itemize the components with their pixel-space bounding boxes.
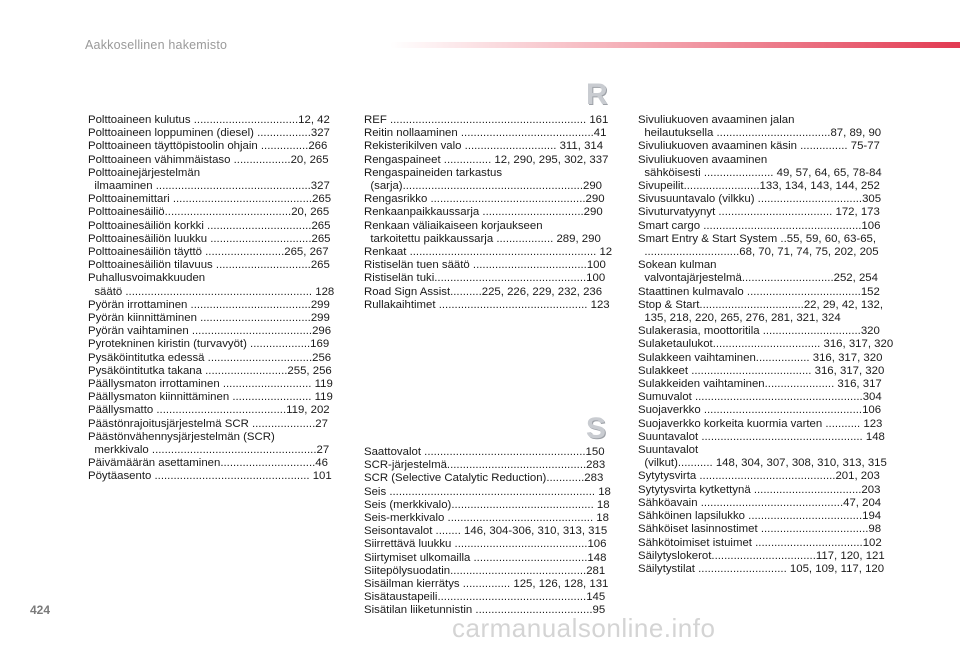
index-entry: [638, 470, 892, 483]
index-entry: [638, 563, 892, 576]
index-entry: [88, 312, 340, 325]
index-entry-text: Pysäköintitutka takana ..........................255, 256: [88, 364, 332, 377]
index-entry: [364, 286, 616, 299]
index-entry-text: Siirrettävä luukku ..........................................106: [364, 538, 607, 551]
index-entry: [88, 378, 340, 391]
index-entry: [88, 404, 340, 417]
index-entry: [88, 233, 340, 246]
index-entry-text: Sivuliukuoven avaaminen: [638, 153, 768, 166]
index-entry: [364, 512, 616, 525]
index-entry: [638, 457, 892, 470]
index-entry: [638, 497, 892, 510]
index-entry-text: Saattovalot ...................................................150: [364, 446, 605, 458]
watermark: carmanualsonline.info: [452, 613, 716, 643]
index-entry: [364, 578, 616, 591]
index-entry-text: Sisäilman kierrätys ............... 125, 126, 128, 131: [364, 578, 609, 591]
index-entry-text: Rekisterikilven valo ............................. 311, 314: [364, 140, 604, 153]
index-column-2-s: [364, 446, 616, 618]
index-entry-text: Renkaanpaikkaussarja ................................290: [364, 206, 603, 219]
index-entry: [88, 391, 340, 404]
index-entry: [88, 457, 340, 470]
index-entry-text: Polttoainesäiliö........................................20, 265: [88, 206, 330, 219]
index-entry-text: Polttoaineen täyttöpistoolin ohjain ...............266: [88, 140, 328, 153]
index-entry-text: Pöytäasento ................................................. 101: [88, 470, 332, 483]
index-entry-text: Pyörän irrottaminen ......................................299: [88, 298, 330, 311]
index-entry-text: Polttoaineen loppuminen (diesel) .................327: [88, 127, 330, 140]
index-entry-text: Seis-merkkivalo .............................................. 18: [364, 512, 609, 525]
index-column-3: [638, 114, 892, 576]
index-entry-text: Sähköiset lasinnostimet ..................................98: [638, 523, 882, 536]
index-entry: [364, 472, 616, 485]
index-entry-text: Sumuvalot .....................................................304: [638, 391, 882, 404]
index-entry-text: Renkaat ........................................................... 12: [364, 246, 613, 259]
index-entry-text: säätö ........................................................... 128: [88, 285, 335, 298]
index-entry: [638, 365, 892, 378]
index-entry-text: Polttoainesäiliön korkki .................................265: [88, 219, 331, 232]
index-entry-text: SCR-järjestelmä............................................283: [364, 459, 606, 472]
index-entry: [638, 550, 892, 563]
index-entry: [364, 180, 616, 193]
index-entry-text: Päällysmaton irrottaminen ............................ 119: [88, 378, 333, 391]
index-entry: [364, 299, 616, 312]
index-entry-text: Sähköavain .............................................47, 204: [638, 496, 882, 509]
index-entry: [638, 259, 892, 272]
index-entry: [88, 352, 340, 365]
index-entry-text: Sivuliukuoven avaaminen jalan: [638, 114, 795, 126]
section-letter-s: S: [586, 412, 607, 445]
index-entry-text: valvontajärjestelmä.............................252, 254: [638, 272, 878, 285]
index-entry: [638, 404, 892, 417]
index-entry: [364, 565, 616, 578]
index-entry: [364, 591, 616, 604]
index-entry: [638, 325, 892, 338]
page-header-title: Aakkosellinen hakemisto: [85, 38, 228, 52]
index-entry-text: Sivusuuntavalo (vilkku) .................................305: [638, 193, 882, 206]
index-entry-text: Sulakkeiden vaihtaminen...................... 316, 317: [638, 378, 882, 391]
index-entry-text: Smart cargo ..................................................106: [638, 219, 881, 232]
index-entry: [638, 114, 892, 127]
index-entry: [88, 140, 340, 153]
index-entry: [88, 338, 340, 351]
index-entry: [638, 140, 892, 153]
index-entry-text: Pyrotekninen kiristin (turvavyöt) ...................169: [88, 338, 330, 351]
page-number: 424: [30, 603, 51, 617]
index-entry: [364, 220, 616, 233]
index-entry: [638, 233, 892, 246]
index-entry-text: Päivämäärän asettaminen..............................46: [88, 457, 328, 470]
index-entry-text: Road Sign Assist..........225, 226, 229, 232, 236: [364, 285, 603, 298]
index-entry-text: Rengaspaineet ............... 12, 290, 295, 302, 337: [364, 153, 609, 166]
index-entry-text: Sähkötoimiset istuimet ..................................102: [638, 536, 882, 549]
index-entry: [364, 206, 616, 219]
index-entry: [88, 444, 340, 457]
index-entry-text: 135, 218, 220, 265, 276, 281, 321, 324: [638, 312, 841, 325]
index-entry: [88, 206, 340, 219]
index-entry-text: Sytytysvirta kytkettynä ..................................203: [638, 483, 881, 496]
index-entry: [88, 259, 340, 272]
index-entry-text: Staattinen kulmavalo ....................................152: [638, 285, 880, 298]
index-entry: [364, 272, 616, 285]
index-entry-text: Pyörän vaihtaminen ......................................296: [88, 325, 332, 338]
index-entry: [638, 167, 892, 180]
index-entry: [88, 299, 340, 312]
index-entry-text: Polttoainesäiliön tilavuus ..............................265: [88, 259, 330, 272]
index-entry: [88, 325, 340, 338]
index-entry-text: Päästönrajoitusjärjestelmä SCR ....................27: [88, 417, 328, 430]
index-entry-text: Seisontavalot ........ 146, 304-306, 310, 313, 315: [364, 525, 608, 538]
section-letter-r: R: [586, 78, 608, 111]
index-entry-text: Sokean kulman: [638, 259, 717, 272]
index-entry: [88, 431, 340, 444]
index-entry: [88, 180, 340, 193]
index-entry: [638, 299, 892, 312]
index-entry: [638, 378, 892, 391]
index-entry-text: sähköisesti ...................... 49, 57, 64, 65, 78-84: [638, 166, 882, 179]
index-entry: [88, 154, 340, 167]
index-entry-text: ilmaaminen .................................................327: [88, 180, 330, 193]
index-entry: [638, 246, 892, 259]
index-entry-text: ..............................68, 70, 71, 74, 75, 202, 205: [638, 246, 879, 259]
index-entry: [88, 418, 340, 431]
index-entry: [364, 499, 616, 512]
index-entry: [638, 352, 892, 365]
index-entry: [638, 180, 892, 193]
index-entry-text: Puhallusvoimakkuuden: [88, 272, 206, 285]
index-entry: [364, 114, 616, 127]
index-entry-text: Siitepölysuodatin...........................................281: [364, 564, 606, 577]
index-entry-text: Suuntavalot ................................................... 148: [638, 430, 885, 443]
index-entry-text: Seis (merkkivalo)............................................. 18: [364, 498, 610, 511]
index-entry-text: Smart Entry & Start System ..55, 59, 60, 63-65,: [638, 232, 877, 245]
index-entry-text: Rullakaihtimet ............................................... 123: [364, 298, 610, 311]
index-entry: [364, 552, 616, 565]
index-entry-text: Sytytysvirta ...........................................201, 203: [638, 470, 880, 483]
index-entry: [638, 127, 892, 140]
index-entry-text: Suojaverkko korkeita kuormia varten ........... 123: [638, 417, 883, 430]
index-entry-text: Säilytyslokerot.................................117, 120, 121: [638, 549, 885, 562]
index-entry-text: Polttoainesäiliön täyttö .........................265, 267: [88, 246, 329, 259]
index-entry: [364, 167, 616, 180]
index-entry-text: Säilytystilat ............................ 105, 109, 117, 120: [638, 562, 885, 575]
index-entry: [364, 486, 616, 499]
index-entry: [88, 246, 340, 259]
index-entry: [88, 127, 340, 140]
index-entry-text: Sivuliukuoven avaaminen käsin ............... 75-77: [638, 140, 880, 153]
index-entry: [638, 220, 892, 233]
index-entry-text: Renkaan väliaikaiseen korjaukseen: [364, 219, 543, 232]
index-entry-text: (vilkut)........... 148, 304, 307, 308, 310, 313, 315: [638, 457, 887, 470]
index-entry-text: Sisätilan liiketunnistin .....................................95: [364, 604, 606, 617]
index-entry: [88, 167, 340, 180]
index-entry-text: heilautuksella ....................................87, 89, 90: [638, 127, 882, 140]
index-entry-text: Pysäköintitutka edessä .................................256: [88, 351, 332, 364]
index-entry: [364, 127, 616, 140]
index-entry: [364, 259, 616, 272]
index-entry: [638, 510, 892, 523]
index-entry: [638, 193, 892, 206]
index-entry-text: Suuntavalot: [638, 444, 699, 457]
index-column-1: [88, 114, 340, 484]
index-entry: [638, 338, 892, 351]
index-entry-text: REF .............................................................. 161: [364, 114, 609, 126]
index-entry-text: Sulakkeet ...................................... 316, 317, 320: [638, 364, 885, 377]
index-entry-text: Rengasrikko .................................................290: [364, 193, 605, 206]
index-entry: [88, 193, 340, 206]
index-entry: [88, 286, 340, 299]
index-entry: [638, 154, 892, 167]
index-entry: [364, 446, 616, 459]
index-entry-text: tarkoitettu paikkaussarja .................. 289, 290: [364, 232, 601, 245]
index-column-2: [364, 114, 616, 312]
index-entry: [364, 154, 616, 167]
index-entry: [638, 272, 892, 285]
index-entry: [364, 538, 616, 551]
index-entry: [88, 470, 340, 483]
index-entry: [638, 431, 892, 444]
index-entry: [638, 537, 892, 550]
index-entry-text: Suojaverkko ..................................................106: [638, 404, 882, 417]
index-entry-text: Ristiselän tuen säätö ....................................100: [364, 259, 606, 272]
index-entry-text: Polttoainesäiliön luukku ................................265: [88, 232, 331, 245]
index-entry-text: Sähköinen lapsilukko ....................................194: [638, 510, 882, 523]
index-entry: [638, 312, 892, 325]
index-entry: [638, 444, 892, 457]
index-entry: [638, 418, 892, 431]
index-entry-text: Päästönvähennysjärjestelmän (SCR): [88, 430, 275, 443]
index-entry: [638, 391, 892, 404]
index-entry-text: Sulakerasia, moottoritila ...............................320: [638, 325, 880, 338]
index-entry-text: Reitin nollaaminen ..........................................41: [364, 127, 607, 140]
index-entry: [638, 206, 892, 219]
index-entry: [364, 193, 616, 206]
index-entry-text: Sisätaustapeili...............................................145: [364, 591, 606, 604]
index-entry-text: Polttoainejärjestelmän: [88, 166, 201, 179]
index-entry: [364, 459, 616, 472]
index-entry-text: Sivuturvatyynyt .................................... 172, 173: [638, 206, 880, 219]
index-entry-text: Pyörän kiinnittäminen ...................................299: [88, 312, 330, 325]
index-entry: [88, 114, 340, 127]
index-entry: [638, 523, 892, 536]
header-accent-bar: [390, 42, 960, 48]
index-entry-text: Polttoaineen kulutus .................................12, 42: [88, 114, 330, 126]
index-entry-text: merkkivalo ....................................................27: [88, 444, 330, 457]
index-entry-text: Polttoainemittari ............................................265: [88, 193, 332, 206]
index-entry: [364, 233, 616, 246]
index-entry: [88, 365, 340, 378]
index-entry-text: Siirtymiset ulkomailla ....................................148: [364, 551, 607, 564]
index-entry-text: Sivupeilit........................133, 134, 143, 144, 252: [638, 180, 880, 193]
index-entry-text: Polttoaineen vähimmäistaso ..................20, 265: [88, 153, 329, 166]
index-entry: [364, 246, 616, 259]
index-entry: [88, 272, 340, 285]
index-entry: [364, 140, 616, 153]
index-entry-text: Stop & Start.................................22, 29, 42, 132,: [638, 298, 884, 311]
index-entry-text: Rengaspaineiden tarkastus: [364, 166, 503, 179]
index-entry: [638, 286, 892, 299]
index-entry-text: (sarja).........................................................290: [364, 180, 602, 193]
index-entry: [364, 525, 616, 538]
index-entry-text: SCR (Selective Catalytic Reduction)............283: [364, 472, 604, 485]
index-entry-text: Sulakkeen vaihtaminen................. 316, 317, 320: [638, 351, 883, 364]
index-entry: [638, 484, 892, 497]
index-entry-text: Ristiselän tuki................................................100: [364, 272, 606, 285]
index-entry: [88, 220, 340, 233]
index-entry-text: Seis ................................................................. 18: [364, 485, 611, 498]
index-entry-text: Päällysmaton kiinnittäminen ......................... 119: [88, 391, 333, 404]
index-entry-text: Sulaketaulukot.................................. 316, 317, 320: [638, 338, 894, 351]
index-entry-text: Päällysmatto .........................................119, 202: [88, 404, 330, 417]
